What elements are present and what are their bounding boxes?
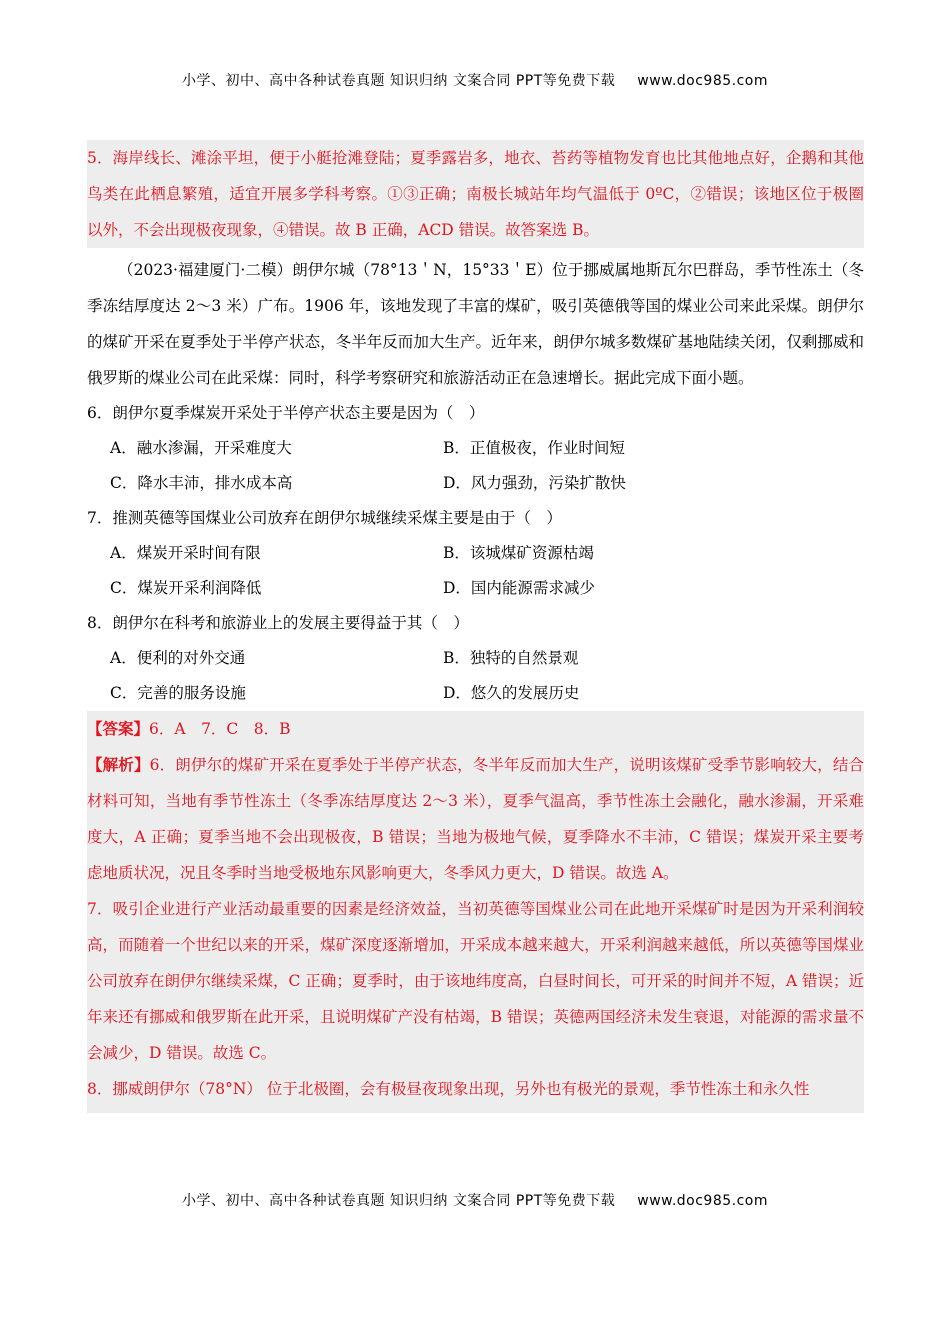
q7-option-d: D．国内能源需求减少	[443, 579, 595, 597]
analysis-q6-text: 6．朗伊尔的煤矿开采在夏季处于半停产状态，冬半年反而加大生产，说明该煤矿受季节影响较大，结合材料可知，当地有季节性冻土（冬季冻结厚度达 2～3 米），夏季气温高，季节性冻土会融化，融水渗漏，开采难度大，A 正确；夏季当地不会出现极夜，B 错误；当地为极地气候，夏季降水不丰沛，C 错误；煤炭开采主要考虑地质状况，况且冬季时当地受极地东风影响更大，冬季风力更大，D 错误。故选 A。	[87, 756, 864, 882]
q8-option-a: A．便利的对外交通	[110, 649, 246, 667]
analysis-q8: 8．挪威朗伊尔（78°N） 位于北极圈，会有极昼夜现象出现，另外也有极光的景观，季节性冻土和永久性	[87, 1080, 810, 1098]
question-7-options-row1	[87, 536, 864, 571]
q6-option-c: C．降水丰沛，排水成本高	[110, 474, 293, 492]
q7-option-a: A．煤炭开采时间有限	[110, 544, 261, 562]
prev-answer-text: 5．海岸线长、滩涂平坦，便于小艇抢滩登陆；夏季露岩多，地衣、苔药等植物发育也比其他地点好，企鹅和其他鸟类在此栖息繁殖，适宜开展多学科考察。①③正确；南极长城站年均气温低于 0ºC，②错误；该地区位于极圈以外，不会出现极夜现象，④错误。故 B 正确，ACD 错误。故答案选 B。	[87, 149, 864, 239]
q8-option-d: D．悠久的发展历史	[443, 684, 580, 702]
prev-answer-block	[87, 140, 864, 248]
document-body	[87, 140, 864, 1113]
answer-label: 【答案】	[87, 719, 150, 738]
answer-text: 6．A 7．C 8．B	[149, 720, 291, 738]
analysis-q6	[87, 747, 864, 891]
page-header	[0, 70, 950, 90]
question-7: 7．推测英德等国煤业公司放弃在朗伊尔城继续采煤主要是由于（ ）	[87, 509, 562, 527]
q6-option-d: D．风力强劲，污染扩散快	[443, 474, 626, 492]
question-6-options-row1	[87, 431, 864, 466]
analysis-q7: 7．吸引企业进行产业活动最重要的因素是经济效益，当初英德等国煤业公司在此地开采煤矿时是因为开采利润较高，而随着一个世纪以来的开采，煤矿深度逐渐增加，开采成本越来越大，开采利润越来越低，所以英德等国煤业公司放弃在朗伊尔继续采煤，C 正确；夏季时，由于该地纬度高，白昼时间长，可开采的时间并不短，A 错误；近年来还有挪威和俄罗斯在此开采，且说明煤矿产没有枯竭，B 错误；英德两国经济未发生衰退，对能源的需求量不会减少，D 错误。故选 C。	[87, 900, 864, 1062]
q8-option-b: B．独特的自然景观	[443, 649, 579, 667]
analysis-label: 【解析】	[87, 755, 150, 774]
answer-analysis-block	[87, 711, 864, 1113]
page-footer	[0, 1190, 950, 1210]
question-7-options-row2	[87, 571, 864, 606]
passage: （2023·福建厦门·二模）朗伊尔城（78°13＇N，15°33＇E）位于挪威属地斯瓦尔巴群岛，季节性冻土（冬季冻结厚度达 2～3 米）广布。1906 年，该地发现了丰富的煤矿，吸引英德俄等国的煤业公司来此采煤。朗伊尔的煤矿开采在夏季处于半停产状态，冬半年反而加大生产。近年来，朗伊尔城多数煤矿基地陆续关闭，仅剩挪威和俄罗斯的煤业公司在此采煤：同时，科学考察研究和旅游活动正在急速增长。据此完成下面小题。	[87, 261, 864, 387]
footer-text: 小学、初中、高中各种试卷真题 知识归纳 文案合同 PPT等免费下载	[181, 1193, 616, 1209]
question-8: 8．朗伊尔在科考和旅游业上的发展主要得益于其（ ）	[87, 614, 469, 632]
question-6: 6．朗伊尔夏季煤炭开采处于半停产状态主要是因为（ ）	[87, 404, 485, 422]
question-8-options-row2	[87, 676, 864, 711]
q6-option-a: A．融水渗漏，开采难度大	[110, 439, 292, 457]
question-6-options-row2	[87, 466, 864, 501]
header-url[interactable]: www.doc985.com	[637, 73, 769, 89]
footer-url[interactable]: www.doc985.com	[637, 1193, 769, 1209]
answer-line	[87, 711, 864, 747]
q8-option-c: C．完善的服务设施	[110, 684, 246, 702]
q7-option-c: C．煤炭开采利润降低	[110, 579, 262, 597]
q7-option-b: B．该城煤矿资源枯竭	[443, 544, 594, 562]
question-8-options-row1	[87, 641, 864, 676]
header-text: 小学、初中、高中各种试卷真题 知识归纳 文案合同 PPT等免费下载	[181, 73, 616, 89]
q6-option-b: B．正值极夜，作业时间短	[443, 439, 625, 457]
